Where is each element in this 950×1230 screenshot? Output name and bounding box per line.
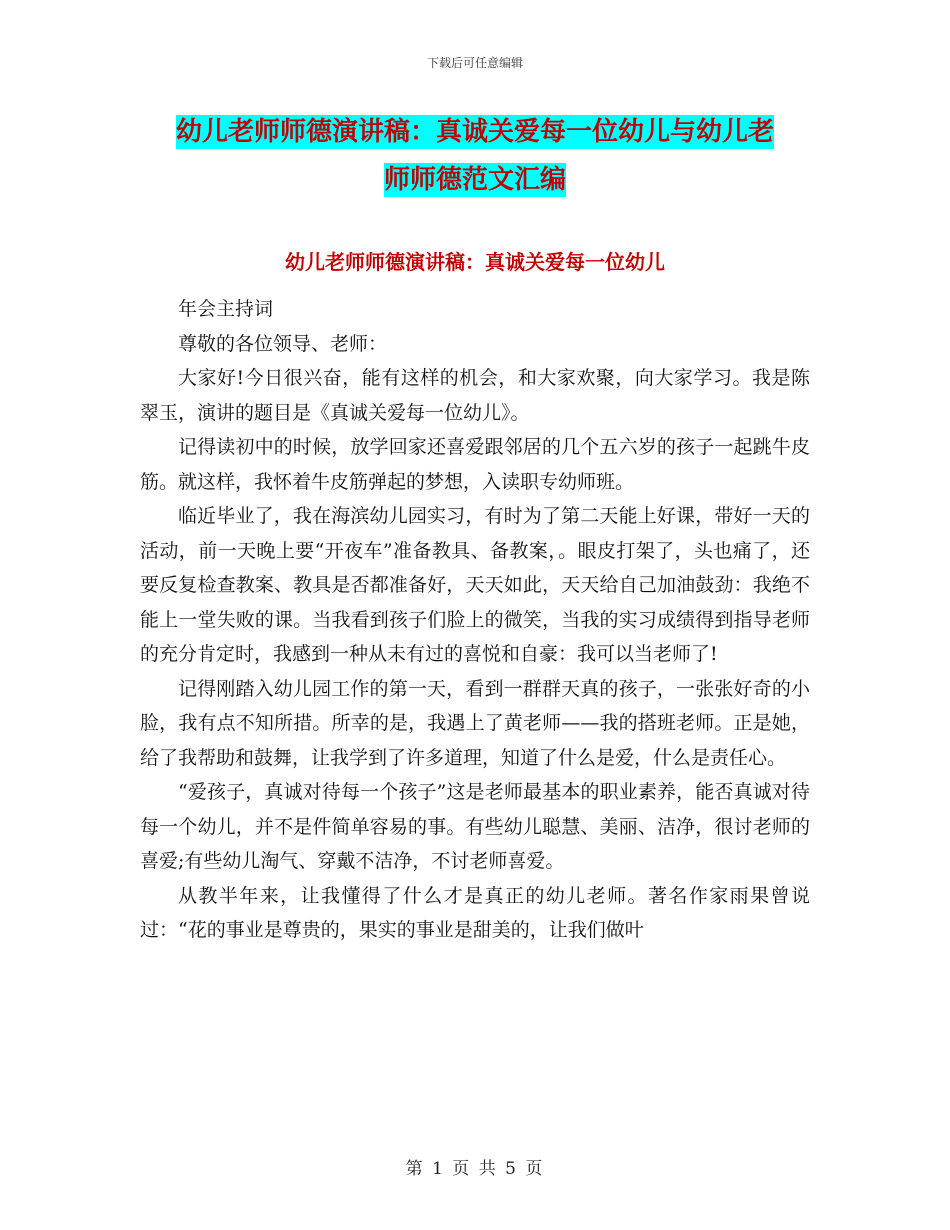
title-line-1: 幼儿老师师德演讲稿：真诚关爱每一位幼儿与幼儿老 xyxy=(175,117,774,147)
paragraph: 年会主持词 xyxy=(178,298,274,320)
paragraph: 记得刚踏入幼儿园工作的第一天，看到一群群天真的孩子，一张张好奇的小脸，我有点不知所措。所幸的是，我遇上了黄老师——我的搭班老师。正是她，给了我帮助和鼓舞，让我学到了许多道理，知道了什么是爱，什么是责任心。 xyxy=(140,677,810,769)
document-body xyxy=(140,292,810,948)
paragraph: 大家好!今日很兴奋，能有这样的机会，和大家欢聚，向大家学习。我是陈翠玉，演讲的题目是《真诚关爱每一位幼儿》。 xyxy=(140,367,810,424)
paragraph: “爱孩子，真诚对待每一个孩子”这是老师最基本的职业素养，能否真诚对待每一个幼儿，并不是件简单容易的事。有些幼儿聪慧、美丽、洁净，很讨老师的喜爱;有些幼儿淘气、穿戴不洁净，不讨老师喜爱。 xyxy=(140,781,810,872)
section-title: 幼儿老师师德演讲稿：真诚关爱每一位幼儿 xyxy=(285,250,665,274)
header-note: 下载后可任意编辑 xyxy=(426,56,523,70)
title-line-2: 师师德范文汇编 xyxy=(383,165,566,195)
paragraph: 尊敬的各位领导、老师： xyxy=(178,332,388,355)
page-number-footer: 第 1 页 共 5 页 xyxy=(405,1159,545,1179)
paragraph: 临近毕业了，我在海滨幼儿园实习，有时为了第二天能上好课，带好一天的活动，前一天晚上要“开夜车”准备教具、备教案，。眼皮打架了，头也痛了，还要反复检查教案、教具是否都准备好，天天如此，天天给自己加油鼓劲：我绝不能上一堂失败的课。当我看到孩子们脸上的微笑，当我的实习成绩得到指导老师的充分肯定时，我感到一种从未有过的喜悦和自豪：我可以当老师了! xyxy=(140,505,810,665)
paragraph: 从教半年来，让我懂得了什么才是真正的幼儿老师。著名作家雨果曾说过：“花的事业是尊贵的，果实的事业是甜美的，让我们做叶 xyxy=(140,884,810,941)
document-title xyxy=(150,108,800,204)
paragraph: 记得读初中的时候，放学回家还喜爱跟邻居的几个五六岁的孩子一起跳牛皮筋。就这样，我怀着牛皮筋弹起的梦想，入读职专幼师班。 xyxy=(140,436,810,493)
